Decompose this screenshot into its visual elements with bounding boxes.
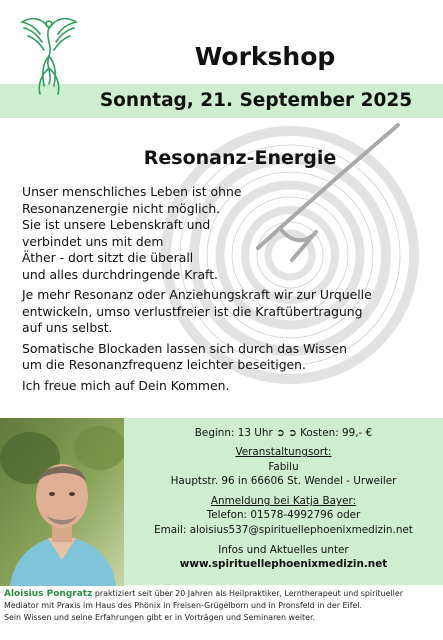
text-line: Je mehr Resonanz oder Anziehungskraft wir zur Urquelle xyxy=(22,287,372,302)
venue-label: Veranstaltungsort: xyxy=(235,446,332,459)
bio-line xyxy=(4,588,440,600)
venue-address: Hauptstr. 96 in 66606 St. Wendel - Urweiler xyxy=(170,474,397,487)
bio-text: praktiziert seit über 20 Jahren als Heilpraktiker, Lerntherapeut und spiritueller xyxy=(92,589,403,598)
description-text xyxy=(22,184,422,398)
text-line: Ich freue mich auf Dein Kommen. xyxy=(22,377,230,393)
more-info-line: Infos und Aktuelles unter xyxy=(218,544,349,557)
text-line: Somatische Blockaden lassen sich durch das Wissen xyxy=(22,340,347,356)
website-link[interactable]: www.spirituellephoenixmedizin.net xyxy=(179,558,388,571)
text-line: Resonanzenergie nicht möglich. xyxy=(22,200,221,216)
closing-paragraph xyxy=(22,378,422,395)
begin-and-cost: Beginn: 13 Uhr ➲ ➲ Kosten: 99,- € xyxy=(194,427,373,439)
text-line: Sie ist unsere Lebenskraft und xyxy=(22,217,211,232)
author-name: Aloisius Pongratz xyxy=(4,589,93,599)
phoenix-logo-icon xyxy=(14,8,84,98)
venue-name: Fabilu xyxy=(268,460,299,473)
description-paragraph xyxy=(22,287,422,337)
bio-footer xyxy=(4,588,440,624)
text-line: Äther - dort sitzt die überall xyxy=(22,250,194,265)
event-info-box xyxy=(124,418,443,585)
workshop-subtitle: Resonanz-Energie xyxy=(143,147,337,169)
registration-label: Anmeldung bei Katja Bayer: xyxy=(210,495,357,508)
description-paragraph xyxy=(22,184,422,283)
text-line: verbindet uns mit dem xyxy=(22,233,164,249)
email-line[interactable]: Email: aloisius537@spirituellephoenixmedizin.net xyxy=(154,523,413,536)
bio-line: Sein Wissen und seine Erfahrungen gibt er in Vorträgen und Seminaren weiter. xyxy=(4,613,316,622)
text-line: und alles durchdringende Kraft. xyxy=(22,266,218,282)
description-paragraph xyxy=(22,341,422,374)
workshop-title: Workshop xyxy=(194,42,336,71)
bio-line: Mediator mit Praxis im Haus des Phönix in Freisen-Grügelborn und in Pronsfeld in der Eifel. xyxy=(4,601,363,610)
text-line: entwickeln, umso verlustfreier ist die Kraftübertragung xyxy=(22,303,363,319)
phone-line: Telefon: 01578-4992796 oder xyxy=(206,509,361,522)
workshop-date: Sonntag, 21. September 2025 xyxy=(99,90,413,111)
text-line: auf uns selbst. xyxy=(22,320,113,335)
text-line: um die Resonanzfrequenz leichter beseitigen. xyxy=(22,357,306,372)
text-line: Unser menschliches Leben ist ohne xyxy=(22,184,242,199)
person-portrait-photo xyxy=(0,418,124,586)
